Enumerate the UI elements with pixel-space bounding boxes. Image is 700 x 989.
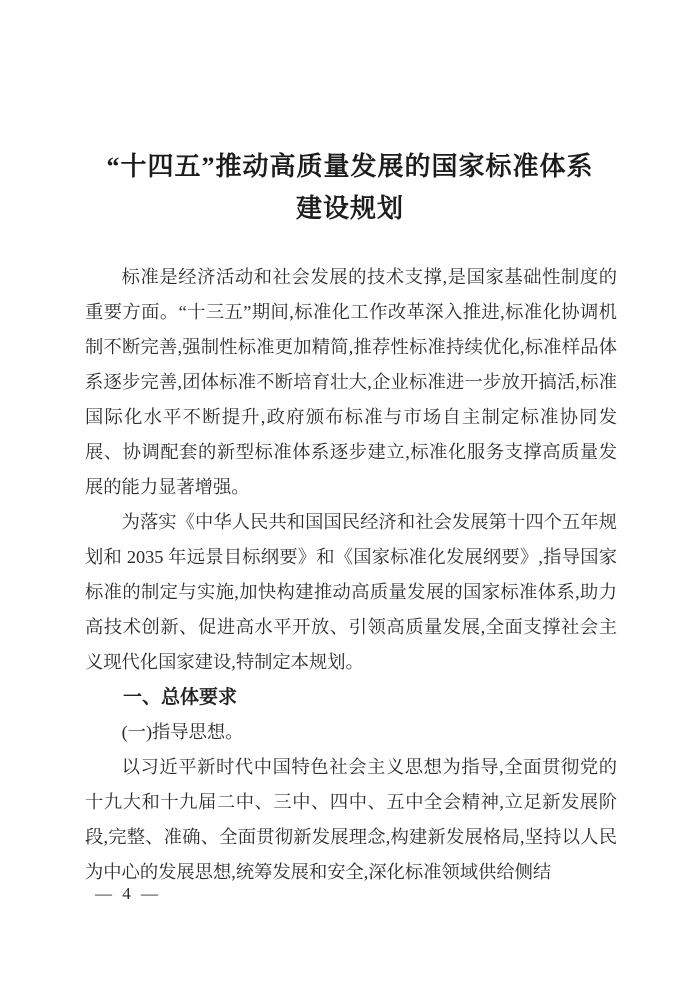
paragraph-guiding-ideology: 以习近平新时代中国特色社会主义思想为指导,全面贯彻党的十九大和十九届二中、三中、四中、五中全会精神,立足新发展阶段,完整、准确、全面贯彻新发展理念,构建新发展格局,坚持以人民为中心的发展思想,统筹发展和安全,深化标准领域供给侧结	[85, 757, 617, 882]
document-title-line-1: “十四五”推动高质量发展的国家标准体系	[106, 152, 594, 181]
document-title-line-2: 建设规划	[295, 194, 404, 223]
paragraph-plan-purpose: 为落实《中华人民共和国国民经济和社会发展第十四个五年规划和 2035 年远景目标纲要》和《国家标准化发展纲要》,指导国家标准的制定与实施,加快构建推动高质量发展的国家标准体系,助力高技术创新、促进高水平开放、引领高质量发展,全面支撑社会主义现代化国家建设,特制定本规划。	[85, 512, 617, 672]
paragraph-standards-intro: 标准是经济活动和社会发展的技术支撑,是国家基础性制度的重要方面。“十三五”期间,标准化工作改革深入推进,标准化协调机制不断完善,强制性标准更加精简,推荐性标准持续优化,标准样品体系逐步完善,团体标准不断培育壮大,企业标准进一步放开搞活,标准国际化水平不断提升,政府颁布标准与市场自主制定标准协同发展、协调配套的新型标准体系逐步建立,标准化服务支撑高质量发展的能力显著增强。	[85, 267, 617, 497]
section-heading-overall-requirements: 一、总体要求	[123, 687, 238, 708]
subsection-heading-guiding-ideology: (一)指导思想。	[121, 722, 244, 742]
page-footer	[95, 884, 161, 904]
page-number: — 4 —	[95, 884, 161, 903]
document-title	[0, 146, 700, 230]
document-body	[85, 260, 617, 890]
